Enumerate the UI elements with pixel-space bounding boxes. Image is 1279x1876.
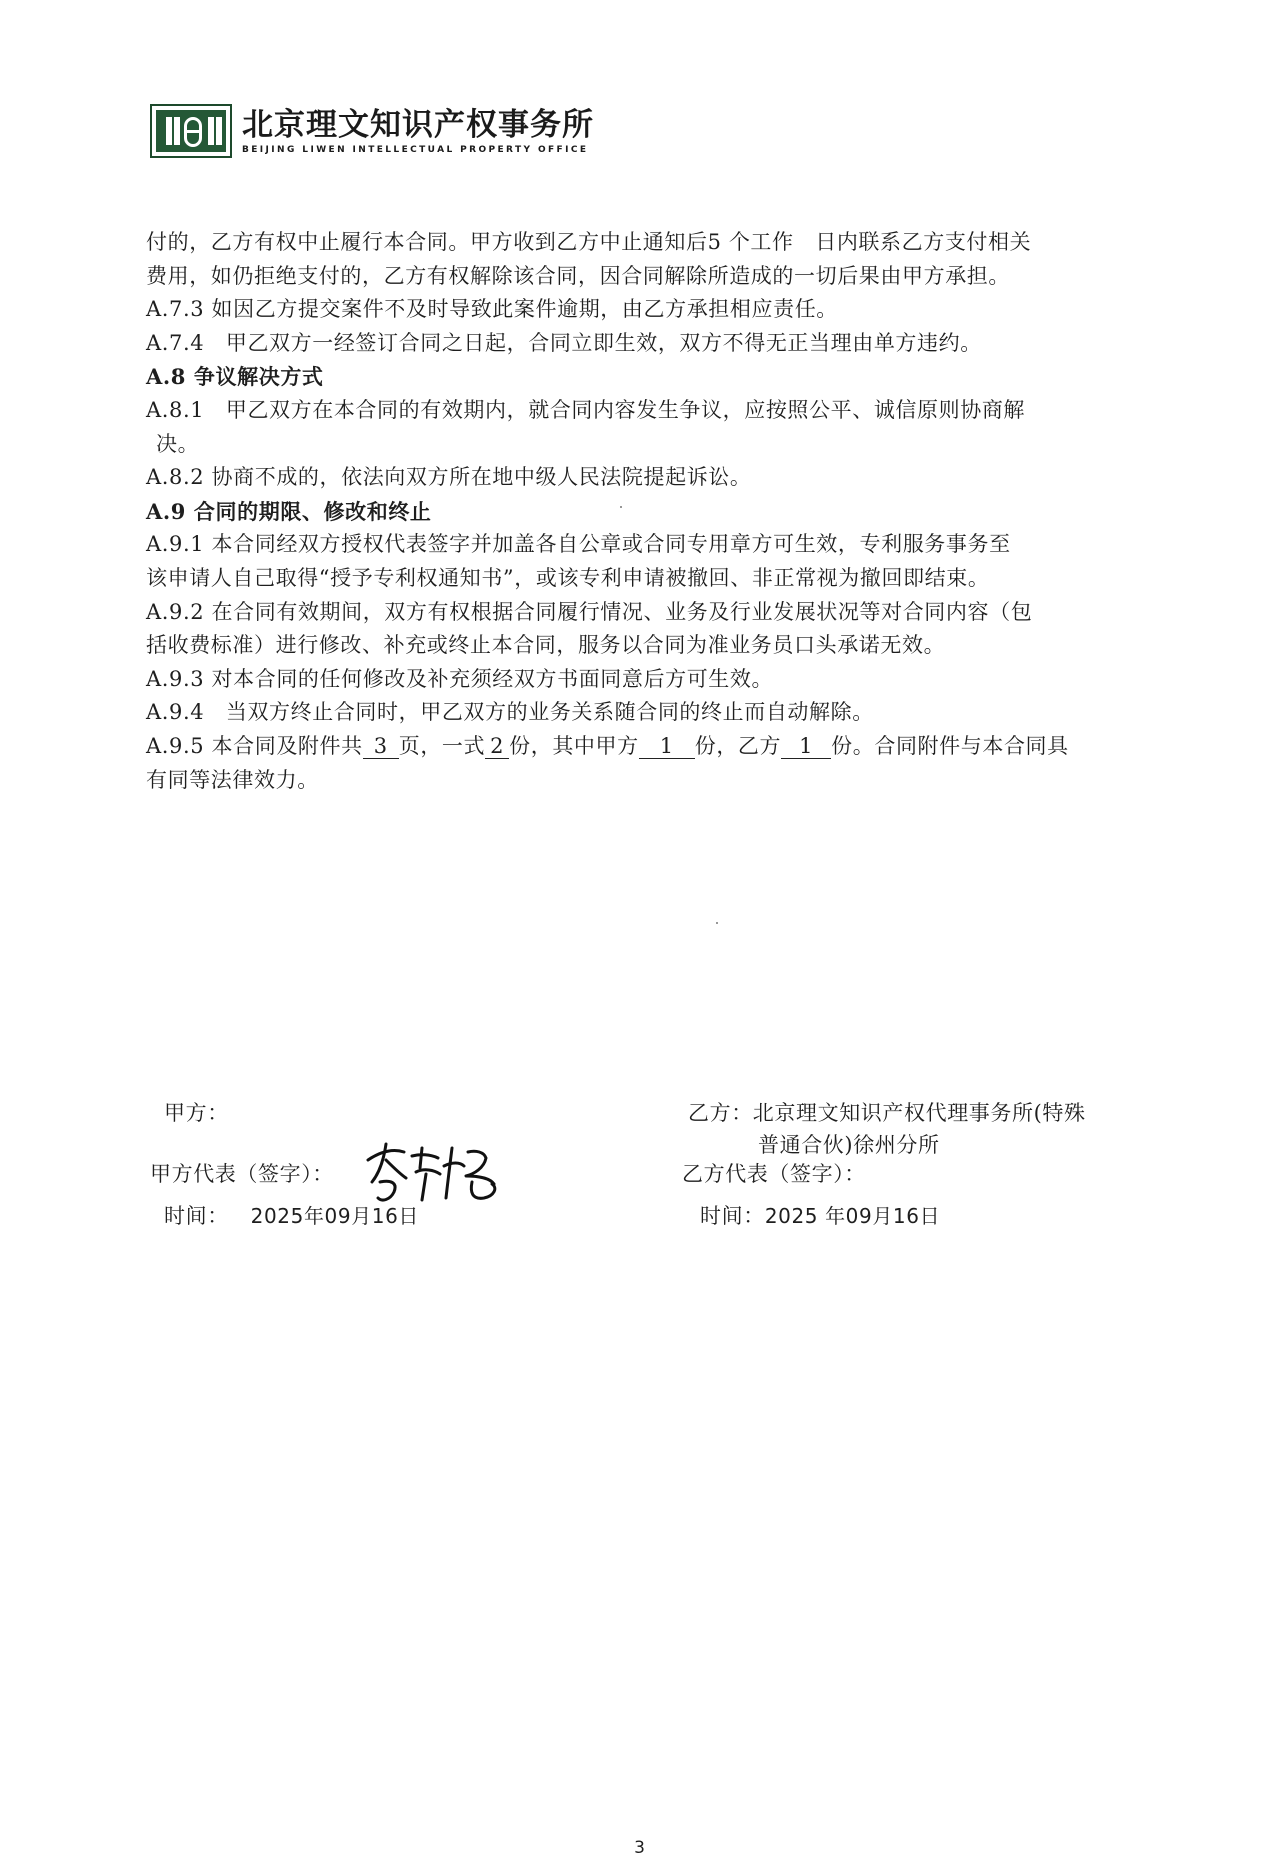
page-count-field: 3 [363,734,399,759]
clause-a8-1-cont: 决。 [156,431,200,456]
party-a-representative: 甲方代表（签字）： [150,1162,334,1186]
clause-line: 付的，乙方有权中止履行本合同。甲方收到乙方中止通知后5 个工作 日内联系乙方支付相关 [146,230,1032,254]
clause-a7-3: A.7.3 如因乙方提交案件不及时导致此案件逾期，由乙方承担相应责任。 [146,297,838,322]
clause-a9-5-text: A.9.5 本合同及附件共 [146,733,363,758]
copy-count-field: 2 [485,734,509,759]
party-b-label-cont: 普通合伙)徐州分所 [758,1133,940,1157]
clause-a9-5-text: 份，其中甲方 [509,733,639,758]
clause-a9-2-cont: 括收费标准）进行修改、补充或终止本合同，服务以合同为准业务员口头承诺无效。 [146,633,946,658]
clause-a9-4: A.9.4 当双方终止合同时，甲乙双方的业务关系随合同的终止而自动解除。 [146,700,874,725]
party-b-label: 乙方：北京理文知识产权代理事务所(特殊 [688,1101,1086,1125]
party-a-copies-field: 1 [639,734,695,759]
section-heading-a9: A.9 合同的期限、修改和终止 [146,498,432,524]
clause-a9-3: A.9.3 对本合同的任何修改及补充须经双方书面同意后方可生效。 [146,666,774,691]
firm-logo-icon [150,104,232,158]
party-a-time-label: 时间： [164,1204,229,1228]
party-a-label: 甲方： [164,1101,229,1125]
clause-a9-5-text: 份。合同附件与本合同具 [831,733,1069,758]
firm-name-en: BEIJING LIWEN INTELLECTUAL PROPERTY OFFICE [242,145,589,155]
clause-a8-1: A.8.1 甲乙双方在本合同的有效期内，就合同内容发生争议，应按照公平、诚信原则协商解 [146,397,1026,422]
party-b-time [700,1201,940,1231]
scan-speck [620,506,622,508]
party-a-time [164,1201,419,1231]
clause-a7-4: A.7.4 甲乙双方一经签订合同之日起，合同立即生效，双方不得无正当理由单方违约。 [146,330,982,355]
clause-a9-5-text: 份，乙方 [694,733,782,758]
page-number: 3 [634,1838,645,1858]
clause-a9-5-text: 页，一式 [398,733,486,758]
clause-a8-2: A.8.2 协商不成的，依法向双方所在地中级人民法院提起诉讼。 [146,465,752,490]
clause-a9-5-cont: 有同等法律效力。 [146,767,319,792]
party-a-date: 2025年09月16日 [250,1204,420,1228]
letterhead [150,104,594,158]
clause-line: 费用，如仍拒绝支付的，乙方有权解除该合同，因合同解除所造成的一切后果由甲方承担。 [146,263,1010,288]
clause-a9-1-cont: 该申请人自己取得“授予专利权通知书”，或该专利申请被撤回、非正常视为撤回即结束。 [146,565,990,590]
scan-speck [716,922,718,924]
handwritten-signature [360,1138,510,1208]
contract-body [146,226,1136,797]
party-b-representative: 乙方代表（签字）： [682,1162,866,1186]
clause-a9-2: A.9.2 在合同有效期间，双方有权根据合同履行情况、业务及行业发展状况等对合同内容（包 [146,599,1033,624]
firm-name-cn: 北京理文知识产权事务所 [242,107,594,143]
party-b-date: 2025 年09月16日 [764,1204,941,1228]
party-b-time-label: 时间： [700,1204,765,1228]
section-heading-a8: A.8 争议解决方式 [146,364,324,390]
clause-a9-1: A.9.1 本合同经双方授权代表签字并加盖各自公章或合同专用章方可生效，专利服务事务至 [146,532,1011,557]
party-b-copies-field: 1 [781,734,831,759]
clause-a9-5 [146,730,1136,764]
